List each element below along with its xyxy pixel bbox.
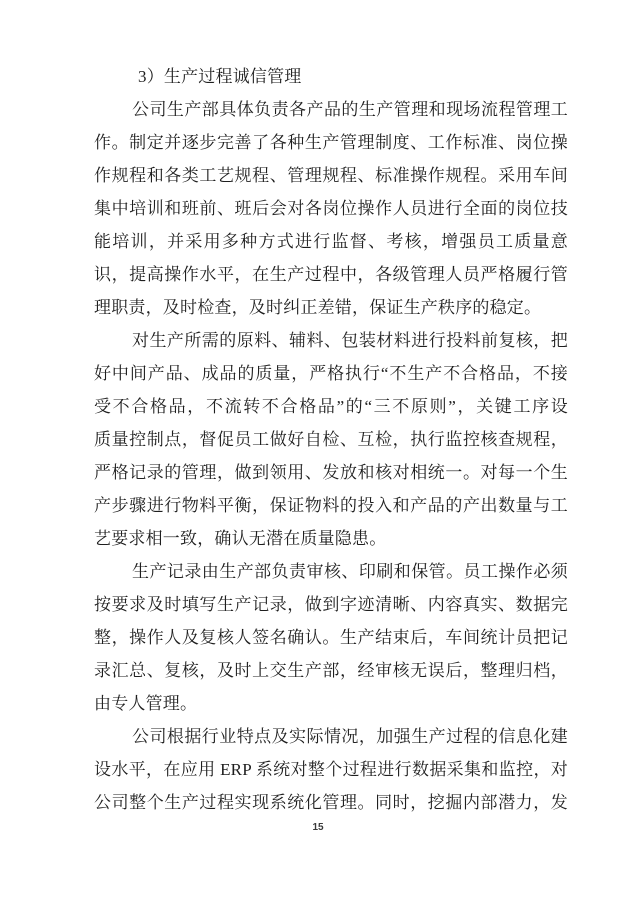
text-line: 好中间产品、成品的质量，严格执行“不生产不合格品，不接 xyxy=(94,364,568,383)
text-line: 艺要求相一致，确认无潜在质量隐患。 xyxy=(94,529,387,548)
page-number: 15 xyxy=(312,822,324,833)
text-line: 公司整个生产过程实现系统化管理。同时，挖掘内部潜力，发 xyxy=(94,793,568,812)
text-line: 生产记录由生产部负责审核、印刷和保管。员工操作必须 xyxy=(132,562,568,581)
text-line: 作规程和各类工艺规程、管理规程、标准操作规程。采用车间 xyxy=(94,166,568,185)
text-line: 受不合格品，不流转不合格品”的“三不原则”，关键工序设 xyxy=(94,397,568,416)
text-line: 严格记录的管理，做到领用、发放和核对相统一。对每一个生 xyxy=(94,463,568,482)
text-line: 整，操作人及复核人签名确认。生产结束后，车间统计员把记 xyxy=(94,628,568,647)
text-line: 质量控制点，督促员工做好自检、互检，执行监控核查规程， xyxy=(94,430,568,449)
text-line: 设水平，在应用 ERP 系统对整个过程进行数据采集和监控，对 xyxy=(94,760,568,779)
section-heading: 3）生产过程诚信管理 xyxy=(138,67,302,86)
text-line: 公司根据行业特点及实际情况，加强生产过程的信息化建 xyxy=(132,727,568,746)
text-line: 能培训，并采用多种方式进行监督、考核，增强员工质量意 xyxy=(94,232,568,251)
document-body xyxy=(94,60,568,819)
text-line: 由专人管理。 xyxy=(94,694,198,713)
text-line: 识，提高操作水平，在生产过程中，各级管理人员严格履行管 xyxy=(94,265,568,284)
text-line: 理职责，及时检查，及时纠正差错，保证生产秩序的稳定。 xyxy=(94,298,542,317)
text-line: 录汇总、复核，及时上交生产部，经审核无误后，整理归档， xyxy=(94,661,568,680)
text-line: 按要求及时填写生产记录，做到字迹清晰、内容真实、数据完 xyxy=(94,595,568,614)
text-line: 产步骤进行物料平衡，保证物料的投入和产品的产出数量与工 xyxy=(94,496,568,515)
text-line: 集中培训和班前、班后会对各岗位操作人员进行全面的岗位技 xyxy=(94,199,568,218)
text-line: 对生产所需的原料、辅料、包装材料进行投料前复核，把 xyxy=(132,331,568,350)
text-line: 作。制定并逐步完善了各种生产管理制度、工作标准、岗位操 xyxy=(94,133,568,152)
text-line: 公司生产部具体负责各产品的生产管理和现场流程管理工 xyxy=(132,100,568,119)
